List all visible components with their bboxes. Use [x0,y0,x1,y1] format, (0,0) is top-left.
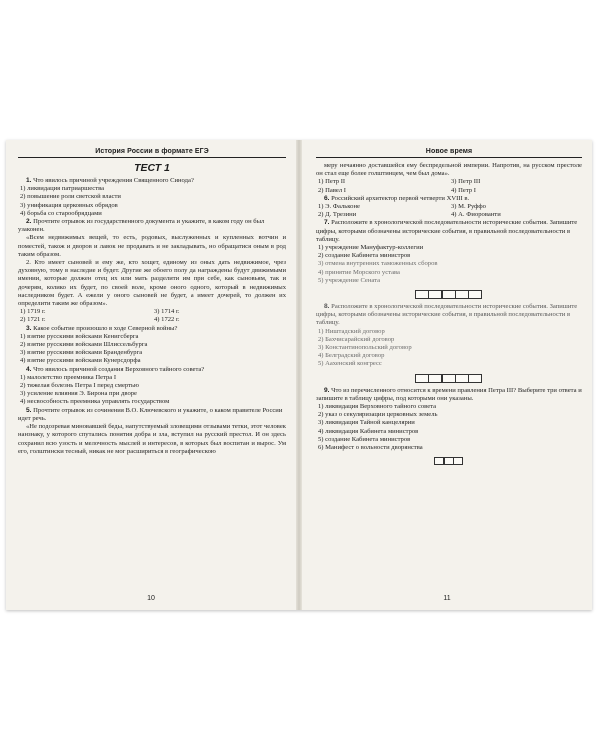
question-number: 3. [26,324,32,332]
question-4 [18,366,286,374]
q7-option: 2) создание Кабинета министров [318,252,411,260]
question-text: Что из перечисленного относится к времени правления Петра III? Выберите три ответа и запишите в таблицу цифры, под которыми они указаны. [316,386,582,402]
question-text: Прочтите отрывок из государственного документа и укажите, в каком году он был узаконен. [18,218,265,234]
question-text: Расположите в хронологической последовательности исторические события. Запишите цифры, которыми обозначены исторические события, в правильной последовательности в таблицу. [316,219,578,243]
q1-option: 3) унификация церковных обрядов [20,201,118,209]
q9-option: 3) ликвидация Тайной канцелярии [318,419,415,427]
question-9 [316,387,582,403]
left-page [6,140,296,610]
answer-cell[interactable] [468,374,482,383]
answer-cell[interactable] [468,290,482,299]
q6-options [316,211,582,219]
question-text: Расположите в хронологической последовательности исторические события. Запишите цифры, которыми обозначены исторические события, в правильной последовательности в таблицу. [316,303,578,327]
right-page-number: 11 [443,595,451,602]
q2-options [18,316,286,324]
test-title: ТЕСТ 1 [134,162,170,174]
q8-option: 2) Бахчисарайский договор [318,335,395,343]
q4-option: 2) тяжелая болезнь Петра I перед смертью [20,382,139,390]
question-text: Что явилось причиной учреждения Священного Синода? [33,177,194,184]
q5-option: 1) Петр II [318,178,346,186]
q3-option: 4) взятие русскими войсками Кунерсдорфа [20,357,141,365]
q1-option: 2) повышение роли светской власти [20,193,121,201]
question-1 [18,177,286,185]
q6-option: 3) М. Руффо [451,203,486,211]
question-text: Какое событие произошло в ходе Северной войны? [33,324,178,332]
q3-option: 1) взятие русскими войсками Кенигсберга [20,332,139,340]
q8-option: 1) Ништадский договор [318,327,385,335]
q2-quote-paragraph: «Всем недвижимых вещей, то есть, родовых, выслуженных и купленных вотчин и поместей, також и дворов и лавок не продавать и не закладывать, но обращатися оным в род таким образом. [18,234,286,258]
q2-quote-paragraph: 2. Кто имеет сыновей и ему же, кто хощет, единому из оных дать недвижимое, чрез духовную, тому в наследие и будет. Другие же обоего полу да награждены будут движимыми имении, которые должен отец их или мать разделити им при себе, как сыновьям, так и дочерям, колико их будет, по своей воле, кроме оного одного, который в недвижимых наследником будет. А ежели у оного сыновей не будет, а имеет дочерей, то должен их определити таким же образом». [18,259,286,308]
answer-cell[interactable] [428,374,442,383]
question-2 [18,218,286,234]
q6-option: 1) Э. Фальконе [318,203,360,211]
question-6 [316,195,582,203]
q2-option: 2) 1721 г. [20,316,46,324]
question-number: 9. [324,386,330,394]
answer-cell[interactable] [442,290,456,299]
book-spread [6,140,592,610]
question-8 [316,303,582,328]
q7-option: 3) отмена внутренних таможенных сборов [318,260,438,268]
q9-option: 4) ликвидация Кабинета министров [318,427,419,435]
q8-option: 3) Константинопольский договор [318,344,412,352]
question-number: 1. [26,177,32,184]
question-number: 8. [324,303,330,311]
right-running-head: Новое время [316,148,582,158]
q5-option: 2) Павел I [318,186,346,194]
answer-cell[interactable] [453,457,463,465]
q2-options [18,308,286,316]
q4-option: 4) несвособность преемника управлять государством [20,398,170,406]
right-page [302,140,592,610]
q6-options [316,203,582,211]
q5-options [316,187,582,195]
q9-option: 5) создание Кабинета министров [318,435,411,443]
q8-option: 4) Белградский договор [318,352,385,360]
left-page-number: 10 [147,595,155,602]
q7-option: 5) учреждение Сената [318,276,381,284]
q1-option: 1) ликвидация патриаршества [20,185,105,193]
q9-option: 6) Манифест о вольности дворянства [318,444,423,452]
question-3 [18,325,286,333]
q7-answer-boxes[interactable] [316,290,582,299]
question-number: 6. [324,194,330,202]
q9-option: 1) ликвидация Верховного тайного совета [318,403,437,411]
left-page-content [18,177,286,456]
q5-quote: «Не подозревая миновавшей беды, напутствуемый зловещими отзывами тетки, этот человек нанзнаку, у которого спутались понятия добра и зла, вступил на русский престол. И он здесь сохранил всю узость и мелочность мыслей и интересов, в которых был воспитан и вырос. Ум его, голштински тесный, никак не мог расшириться в географическою [18,423,286,455]
answer-cell[interactable] [442,374,456,383]
question-number: 4. [26,365,32,373]
q2-option: 4) 1722 г. [154,316,180,324]
question-text: Что явилось причиной создания Верховного тайного совета? [33,365,205,373]
left-running-head: История России в формате ЕГЭ [18,148,286,158]
answer-cell[interactable] [415,290,429,299]
q4-option: 3) усиление влияния Э. Бирона при дворе [20,390,137,398]
q5-options [316,178,582,186]
answer-cell[interactable] [455,290,469,299]
q6-option: 2) Д. Трезини [318,211,357,219]
question-number: 2. [26,218,32,226]
question-number: 7. [324,219,330,227]
q4-option: 1) малолетство преемника Петра I [20,373,117,381]
q9-option: 2) указ о секуляризации церковных земель [318,411,438,419]
q5-option: 3) Петр III [451,178,481,186]
question-text: Российский архитектор первой четверти XVIII в. [331,194,470,202]
q8-answer-boxes[interactable] [316,374,582,383]
q5-quote-continuation: меру нечаянно доставшейся ему беспредельной империи. Напротив, на русском престоле он стал еще более голштинцем, чем был дома». [316,162,582,178]
q3-option: 3) взятие русскими войсками Бранденбурга [20,349,143,357]
answer-cell[interactable] [415,374,429,383]
q3-option: 2) взятие русскими войсками Шлиссельбурга [20,341,148,349]
question-7 [316,219,582,244]
right-page-content [316,162,582,465]
question-text: Прочтите отрывок из сочинения В.О. Ключевского и укажите, о каком правителе России идет речь. [18,406,283,422]
question-5 [18,407,286,423]
q7-option: 1) учреждение Мануфактур-коллегии [318,244,424,252]
q5-option: 4) Петр I [451,186,476,194]
q8-option: 5) Аахенский конгресс [318,360,382,368]
q9-answer-boxes[interactable] [316,457,582,465]
answer-cell[interactable] [428,290,442,299]
q2-option: 1) 1719 г. [20,308,46,316]
q2-option: 3) 1714 г. [154,308,180,316]
answer-cell[interactable] [455,374,469,383]
q1-option: 4) борьба со старообрядцами [20,209,102,217]
question-number: 5. [26,406,32,414]
q7-option: 4) принятие Морского устава [318,268,400,276]
q6-option: 4) А. Фиорованти [451,211,501,219]
